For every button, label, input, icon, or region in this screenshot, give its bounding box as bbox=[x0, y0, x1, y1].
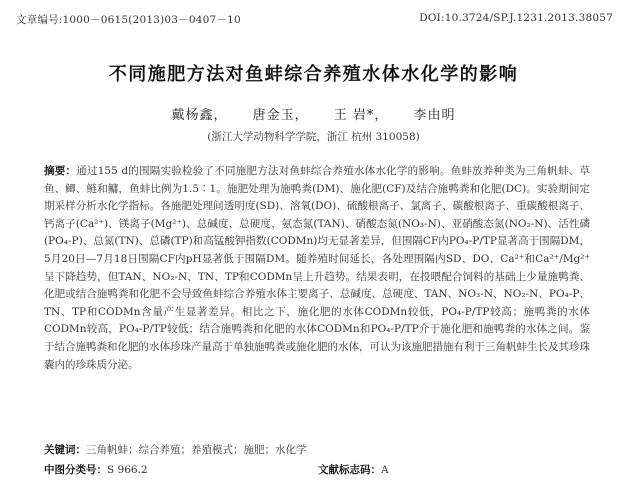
author-1: 戴杨鑫， bbox=[171, 108, 228, 123]
abstract-text: 通过155 d的围隔实验检验了不同施肥方法对鱼蚌综合养殖水体水化学的影响。鱼蚌放养种类为三角帆蚌、草鱼、鲫、鲢和鳙，鱼蚌比例为1.5∶1。施肥处理为施鸭粪(DM)、施化肥(CF)及结合施鸭粪和化肥(DC)。实验期间定期采样分析水化学指标。各施肥处理间透明度(SD)、溶氧(DO)、硫酸根离子、氯离子、碳酸根离子、重碳酸根离子、钙离子(Ca²⁺)、镁离子(Mg²⁺)、总碱度、总硬度、氨态氮(TAN)、硝酸态氮(NO₃-N)、亚硝酸态氮(NO₂-N)、活性磷(PO₄-P)、总氮(TN)、总磷(TP)和高锰酸钾指数(CODMn)均无显著差异，但围隔CF内PO₄-P/TP显著高于围隔DM，5月20日—7月18日围隔CF内pH显著低于围隔DM。随养殖时间延长，各处理围隔内SD、DO、Ca²⁺和Ca²⁺/Mg²⁺呈下降趋势，但TAN、NO₂-N、TN、TP和CODMn呈上升趋势。结果表明，在投喂配合饲料的基础上少量施鸭粪、化肥或结合施鸭粪和化肥不会导致鱼蚌综合养殖水体主要离子、总碱度、总硬度、TAN、NO₃-N、NO₂-N、PO₄-P、TN、TP和CODMn含量产生显著差异。相比之下，施化肥的水体CODMn较低，PO₄-P/TP较高；施鸭粪的水体CODMn较高，PO₄-P/TP较低；结合施鸭粪和化肥的水体CODMn和PO₄-P/TP介于施化肥和施鸭粪的水体之间。鉴于结合施鸭粪和化肥的水体珍珠产量高于单独施鸭粪或施化肥的水体，可认为该施肥措施有利于三角帆蚌生长及其珍珠囊内的珍珠质分泌。 bbox=[44, 165, 590, 371]
affiliation: (浙江大学动物科学学院，浙江 杭州 310058) bbox=[207, 131, 420, 143]
author-4: 李由明 bbox=[413, 108, 456, 123]
keywords bbox=[44, 442, 307, 457]
classification-value: S 966.2 bbox=[107, 464, 148, 476]
abstract bbox=[44, 163, 590, 374]
author-3: 王 岩*， bbox=[333, 108, 389, 123]
document-code-value: A bbox=[381, 464, 389, 476]
author-list bbox=[0, 104, 627, 123]
paper-title: 不同施肥方法对鱼蚌综合养殖水体水化学的影响 bbox=[108, 64, 519, 85]
doi: DOI:10.3724/SP.J.1231.2013.38057 bbox=[419, 12, 613, 24]
classification-number bbox=[44, 462, 148, 477]
keywords-text: 三角帆蚌；综合养殖；养殖模式；施肥；水化学 bbox=[86, 444, 307, 456]
article-number: 文章编号:1000－0615(2013)03－0407－10 bbox=[16, 14, 241, 26]
abstract-label: 摘要： bbox=[44, 165, 77, 177]
keywords-label: 关键词： bbox=[44, 444, 86, 456]
author-2: 唐金玉， bbox=[252, 108, 309, 123]
document-code-label: 文献标志码： bbox=[318, 464, 381, 476]
document-code bbox=[318, 462, 389, 477]
classification-label: 中图分类号： bbox=[44, 464, 107, 476]
